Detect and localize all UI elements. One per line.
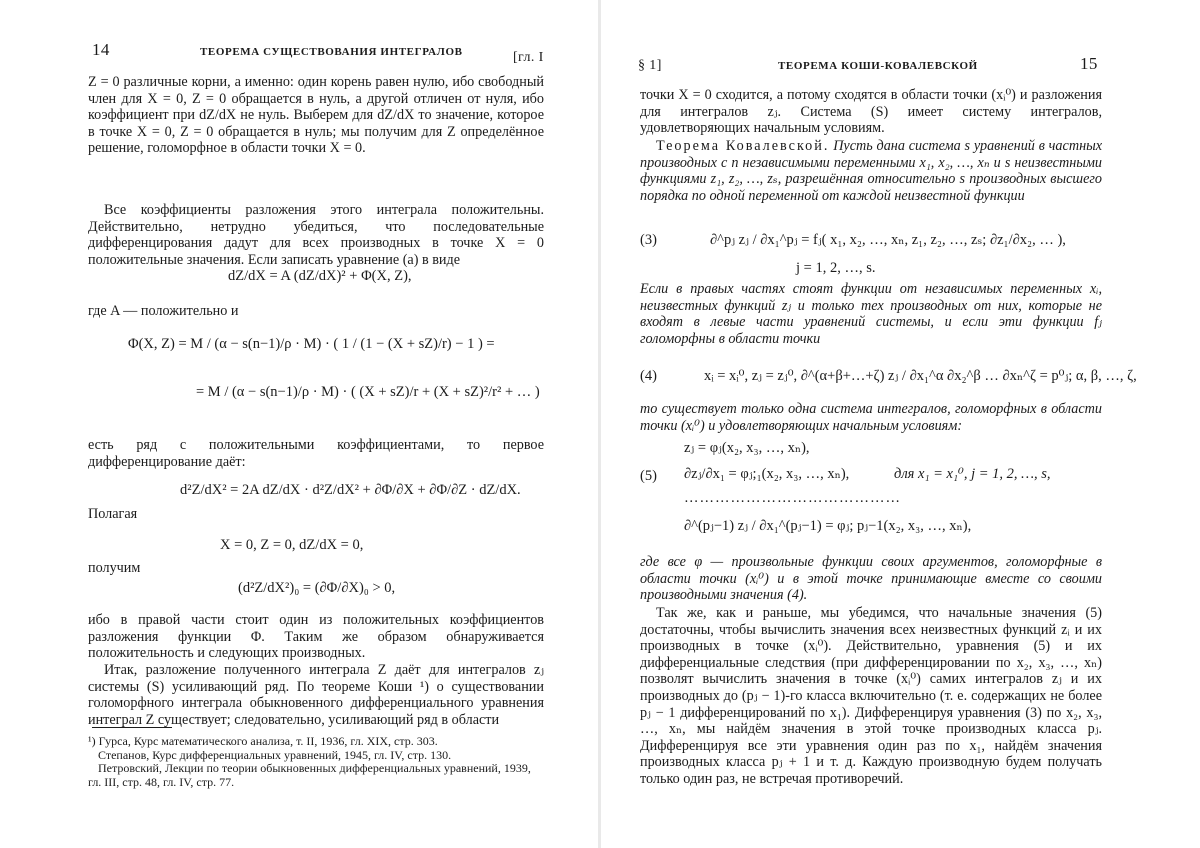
- equation-a: dZ/dX = A (dZ/dX)² + Φ(X, Z),: [228, 268, 412, 284]
- right-paragraph-2: [640, 605, 1102, 788]
- equation-3-label: (3): [640, 232, 657, 248]
- equation-5-line2: ∂zⱼ/∂x₁ = φⱼ;₁(x₂, x₃, …, xₙ),: [684, 466, 850, 482]
- equation-zero-conditions: X = 0, Z = 0, dZ/dX = 0,: [220, 537, 364, 553]
- right-section-ref: § 1]: [638, 58, 662, 73]
- right-page: [600, 0, 1200, 848]
- footnote-1: ¹) Гурса, Курс математического анализа, т. II, 1936, гл. XIX, стр. 303.: [88, 734, 438, 748]
- left-para5-text: Итак, разложение полученного интеграла Z даёт для интегралов zⱼ системы (S) усиливающий ряд. По теореме Коши ¹) о существовании голоморфного интеграла обыкновенного дифференциального уравнения интеграл Z существует; следовательно, усиливающий ряд в области: [88, 662, 544, 728]
- equation-second-derivative: d²Z/dX² = 2A dZ/dX · d²Z/dX² + ∂Φ/∂X + ∂Φ/∂Z · dZ/dX.: [180, 482, 521, 498]
- left-poluchim: [88, 560, 288, 577]
- left-paragraph-3: [88, 437, 544, 470]
- footnote-3: Петровский, Лекции по теории обыкновенных дифференциальных уравнений, 1939, гл. III, стр. 48, гл. IV, стр. 77.: [88, 761, 531, 789]
- left-para2-text: Все коэффициенты разложения этого интеграла положительны. Действительно, нетрудно убедиться, что последовательные дифференцирования дадут для всех производных в точке X = 0 положительные значения. Если записать уравнение (а) в виде: [88, 202, 544, 268]
- equation-phi-line2: = M / (α − s(n−1)/ρ · M) · ( (X + sZ)/r + (X + sZ)²/r² + … ): [196, 384, 540, 400]
- left-where-line: [88, 303, 388, 320]
- theorem-text-3: [640, 401, 1102, 434]
- left-running-title: ТЕОРЕМА СУЩЕСТВОВАНИЯ ИНТЕГРАЛОВ: [200, 46, 463, 58]
- left-para4-text: ибо в правой части стоит один из положительных коэффициентов разложения функции Φ. Таким же образом обнаруживается положительность и следующих производных.: [88, 612, 544, 662]
- theorem-text-2: [640, 281, 1102, 347]
- left-footnotes: [88, 735, 544, 789]
- equation-4-label: (4): [640, 368, 657, 384]
- poluchim-text: получим: [88, 560, 141, 576]
- theorem-name: Теорема Ковалевской.: [656, 138, 830, 154]
- left-paragraph-5: [88, 662, 544, 728]
- left-paragraph-2: [88, 202, 544, 268]
- footnote-rule: [92, 727, 172, 728]
- equation-5-condition: для x₁ = x₁⁰, j = 1, 2, …, s,: [894, 466, 1051, 482]
- equation-5-line1: zⱼ = φⱼ(x₂, x₃, …, xₙ),: [684, 440, 810, 456]
- where-text: где A — положительно и: [88, 303, 239, 319]
- left-paragraph-1: [88, 74, 544, 157]
- left-page-number: 14: [92, 40, 110, 59]
- equation-inequality: (d²Z/dX²)₀ = (∂Φ/∂X)₀ > 0,: [238, 580, 396, 596]
- theorem-text: Пусть дана система s уравнений в частных производных с n независимыми переменными x₁, x₂, …, xₙ и s неизвестными функциями z₁, z₂, …, zₛ, разрешённая относительно s производных высшего порядка по одной переменной от каждой неизвестной функции: [640, 138, 1103, 204]
- equation-3: ∂^pⱼ zⱼ / ∂x₁^pⱼ = fⱼ( x₁, x₂, …, xₙ, z₁, z₂, …, zₛ; ∂z₁/∂x₂, … ),: [710, 232, 1066, 248]
- theorem-statement: [640, 138, 1102, 204]
- equation-4: xᵢ = xᵢ⁰, zⱼ = zⱼ⁰, ∂^(α+β+…+ζ) zⱼ / ∂x₁^α ∂x₂^β … ∂xₙ^ζ = p⁰ⱼ; α, β, …, ζ,: [704, 368, 1137, 384]
- equation-3-index: j = 1, 2, …, s.: [796, 260, 876, 276]
- equation-phi-line1: Φ(X, Z) = M / (α − s(n−1)/ρ · M) · ( 1 / (1 − (X + sZ)/r) − 1 ) =: [128, 336, 495, 352]
- footnote-2: Степанов, Курс дифференциальных уравнений, 1945, гл. IV, стр. 130.: [98, 747, 452, 762]
- left-paragraph-4: [88, 612, 544, 662]
- right-para1-text: точки X = 0 сходится, а потому сходятся в области точки (xᵢ⁰) и разложения для интегралов zⱼ. Система (S) имеет систему интегралов, удовлетворяющих начальным условиям.: [640, 87, 1102, 137]
- equation-5-dots: ……………………………………: [684, 490, 901, 506]
- theorem-text-4-body: где все φ — произвольные функции своих аргументов, голоморфные в области точки (xᵢ⁰) и в этой точке принимающие вместе со своими производными значения (4).: [640, 554, 1102, 604]
- left-para1-text: Z = 0 различные корни, а именно: один корень равен нулю, ибо свободный член для X = 0, Z = 0 обращается в нуль, а другой отличен от нуля, ибо коэффициент при dZ/dX не нуль. Выберем для dZ/dX то значение, которое в точке X = 0, Z = 0 обращается в нуль; мы получим для Z определённое решение, голоморфное в области точки X = 0.: [88, 74, 544, 157]
- theorem-text-4: [640, 554, 1102, 604]
- polagaya-text: Полагая: [88, 506, 138, 522]
- right-running-title: ТЕОРЕМА КОШИ-КОВАЛЕВСКОЙ: [778, 60, 978, 72]
- left-polagaya: [88, 506, 288, 523]
- equation-5-label: (5): [640, 468, 657, 484]
- right-para2-text: Так же, как и раньше, мы убедимся, что начальные значения (5) достаточны, чтобы вычислить значения всех неизвестных функций zᵢ и их производных в точке (xᵢ⁰). Действительно, уравнения (5) и их дифференциальные следствия (при дифференцировании по x₂, x₃, …, xₙ) позволят вычислить значения в точке (xᵢ⁰) самих интегралов zⱼ и их производных до (pⱼ − 1)-го класса включительно (т. е. содержащих не более pⱼ − 1 дифференцирований по x₁). Дифференцируя уравнения (3) по x₂, x₃, …, xₙ, мы найдём значения в этой точке производных класса pⱼ. Дифференцируя все эти уравнения один раз по x₁, найдём значения производных класса pⱼ + 1 и т. д. Каждую производную будем получать только один раз, не встречая противоречий.: [640, 605, 1102, 787]
- right-page-number: 15: [1080, 54, 1098, 73]
- left-chapter-ref: [гл. I: [513, 50, 544, 65]
- theorem-text-2-body: Если в правых частях стоят функции от независимых переменных xᵢ, неизвестных функций zⱼ и только тех производных от них, которые не входят в левые части уравнений системы, и если эти функции fⱼ голоморфны в области точки: [640, 281, 1102, 347]
- right-paragraph-1: [640, 87, 1102, 137]
- equation-5-line3: ∂^(pⱼ−1) zⱼ / ∂x₁^(pⱼ−1) = φⱼ; pⱼ−1(x₂, x₃, …, xₙ),: [684, 518, 972, 534]
- theorem-text-3-body: то существует только одна система интегралов, голоморфных в области точки (xᵢ⁰) и удовлетворяющих начальным условиям:: [640, 401, 1102, 434]
- left-para3-text: есть ряд с положительными коэффициентами, то первое дифференцирование даёт:: [88, 437, 544, 470]
